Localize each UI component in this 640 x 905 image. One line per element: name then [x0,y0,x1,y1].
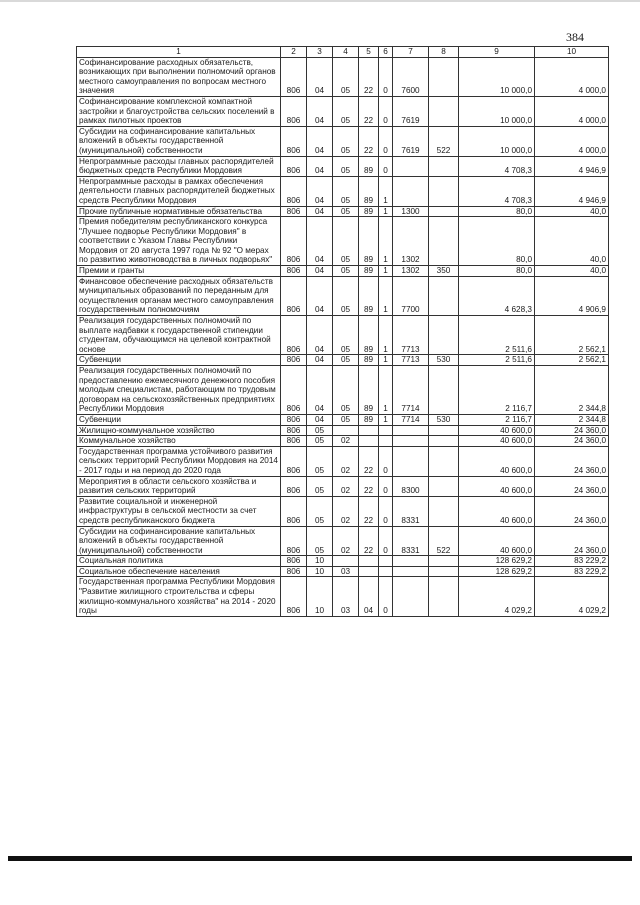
row-value-cell: 04 [307,57,333,96]
row-value-cell: 05 [333,276,359,315]
budget-table [76,46,609,617]
row-value-cell: 4 029,2 [459,577,535,616]
row-value-cell: 7714 [393,414,429,425]
row-value-cell: 8331 [393,496,429,526]
table-row [77,476,609,496]
table-row [77,446,609,476]
header-row [77,47,609,58]
row-value-cell [429,496,459,526]
row-value-cell [333,425,359,436]
row-value-cell: 1 [379,206,393,217]
row-value-cell: 02 [333,446,359,476]
row-value-cell: 04 [307,266,333,277]
row-value-cell: 40 600,0 [459,496,535,526]
table-row [77,355,609,366]
row-value-cell: 04 [307,276,333,315]
row-value-cell: 1 [379,366,393,415]
row-value-cell: 7619 [393,96,429,126]
row-value-cell [359,556,379,567]
row-value-cell: 806 [281,366,307,415]
row-value-cell: 05 [333,96,359,126]
row-value-cell: 128 629,2 [459,566,535,577]
row-value-cell: 8331 [393,526,429,556]
row-value-cell: 1302 [393,266,429,277]
row-name-cell: Реализация государственных полномочий по выплате надбавки к государственной стипендии студентам, обучающимся на целевой контрактной основе [77,316,281,355]
row-value-cell: 05 [307,526,333,556]
row-value-cell: 04 [307,316,333,355]
row-value-cell: 05 [307,446,333,476]
header-cell: 3 [307,47,333,58]
row-value-cell: 04 [307,96,333,126]
row-name-cell: Прочие публичные нормативные обязательства [77,206,281,217]
row-name-cell: Финансовое обеспечение расходных обязательств муниципальных образований по переданным для осуществления органам местного самоуправления государственным полномочиям [77,276,281,315]
header-cell: 8 [429,47,459,58]
row-value-cell: 806 [281,217,307,266]
row-value-cell: 4 000,0 [535,57,609,96]
row-value-cell: 04 [307,414,333,425]
row-value-cell: 806 [281,96,307,126]
row-value-cell [333,556,359,567]
row-value-cell: 4 946,9 [535,176,609,206]
row-value-cell: 05 [307,436,333,447]
row-value-cell: 05 [307,496,333,526]
row-value-cell [429,176,459,206]
row-value-cell: 806 [281,355,307,366]
table-row [77,176,609,206]
row-name-cell: Непрограммные расходы в рамках обеспечения деятельности главных распорядителей бюджетных средств Республики Мордовия [77,176,281,206]
row-value-cell: 89 [359,156,379,176]
row-value-cell: 7714 [393,366,429,415]
row-value-cell: 22 [359,526,379,556]
row-value-cell [379,425,393,436]
row-value-cell [393,577,429,616]
row-name-cell: Мероприятия в области сельского хозяйства и развития сельских территорий [77,476,281,496]
row-value-cell: 4 000,0 [535,96,609,126]
row-value-cell: 0 [379,96,393,126]
row-value-cell: 02 [333,436,359,447]
row-value-cell: 806 [281,176,307,206]
row-name-cell: Непрограммные расходы главных распорядителей бюджетных средств Республики Мордовия [77,156,281,176]
row-value-cell: 04 [307,176,333,206]
row-name-cell: Премия победителям республиканского конкурса "Лучшее подворье Республики Мордовия" в соответствии с Указом Главы Республики Мордовия от 20 августа 1997 года № 92 "О мерах по развитию животноводства в личных подворьях" [77,217,281,266]
row-value-cell: 89 [359,414,379,425]
row-value-cell: 22 [359,476,379,496]
row-value-cell: 04 [307,217,333,266]
row-value-cell [379,556,393,567]
table-row [77,556,609,567]
row-value-cell: 83 229,2 [535,566,609,577]
table-row [77,217,609,266]
row-value-cell: 1 [379,316,393,355]
table-row [77,57,609,96]
row-name-cell: Субсидии на софинансирование капитальных вложений в объекты государственной (муниципальной) собственности [77,526,281,556]
row-value-cell [429,436,459,447]
row-value-cell [359,425,379,436]
row-value-cell: 89 [359,266,379,277]
row-value-cell: 05 [333,176,359,206]
row-value-cell: 40 600,0 [459,446,535,476]
row-value-cell: 05 [333,126,359,156]
row-value-cell: 24 360,0 [535,526,609,556]
header-cell: 6 [379,47,393,58]
row-name-cell: Премии и гранты [77,266,281,277]
row-value-cell: 2 116,7 [459,366,535,415]
row-value-cell: 0 [379,57,393,96]
row-name-cell: Социальная политика [77,556,281,567]
row-value-cell: 4 708,3 [459,156,535,176]
row-value-cell: 806 [281,126,307,156]
row-value-cell [429,476,459,496]
row-value-cell: 806 [281,436,307,447]
row-name-cell: Развитие социальной и инженерной инфраструктуры в сельской местности за счет средств республиканского бюджета [77,496,281,526]
row-value-cell: 7600 [393,57,429,96]
table-row [77,526,609,556]
table-body [77,57,609,616]
header-cell: 4 [333,47,359,58]
row-value-cell: 83 229,2 [535,556,609,567]
row-value-cell: 40,0 [535,266,609,277]
row-value-cell: 80,0 [459,217,535,266]
row-value-cell: 10 000,0 [459,126,535,156]
row-value-cell: 89 [359,176,379,206]
row-name-cell: Жилищно-коммунальное хозяйство [77,425,281,436]
row-value-cell [429,276,459,315]
row-value-cell [359,436,379,447]
row-value-cell: 03 [333,577,359,616]
row-name-cell: Субсидии на софинансирование капитальных вложений в объекты государственной (муниципальной) собственности [77,126,281,156]
row-name-cell: Реализация государственных полномочий по предоставлению ежемесячного денежного пособия молодым специалистам, работающим по трудовым договорам на сельскохозяйственных предприятиях Республики Мордовия [77,366,281,415]
row-value-cell [429,366,459,415]
row-value-cell: 05 [307,476,333,496]
row-value-cell: 1 [379,217,393,266]
row-value-cell: 04 [307,206,333,217]
row-value-cell: 24 360,0 [535,476,609,496]
header-cell: 7 [393,47,429,58]
row-value-cell: 4 628,3 [459,276,535,315]
table-row [77,316,609,355]
row-value-cell: 7619 [393,126,429,156]
row-value-cell: 806 [281,446,307,476]
row-value-cell [429,156,459,176]
row-name-cell: Социальное обеспечение населения [77,566,281,577]
table-row [77,414,609,425]
row-value-cell: 02 [333,476,359,496]
row-value-cell: 2 344,8 [535,366,609,415]
row-value-cell: 806 [281,496,307,526]
row-value-cell: 05 [333,217,359,266]
header-cell: 5 [359,47,379,58]
row-value-cell [429,556,459,567]
row-value-cell: 22 [359,96,379,126]
row-value-cell: 22 [359,446,379,476]
row-value-cell: 806 [281,316,307,355]
row-value-cell: 1 [379,355,393,366]
row-value-cell [393,566,429,577]
header-cell: 1 [77,47,281,58]
row-value-cell: 89 [359,276,379,315]
row-value-cell: 128 629,2 [459,556,535,567]
row-value-cell: 0 [379,446,393,476]
row-value-cell [429,206,459,217]
row-value-cell [393,156,429,176]
row-value-cell: 24 360,0 [535,425,609,436]
table-row [77,266,609,277]
row-value-cell: 1 [379,266,393,277]
row-value-cell: 7700 [393,276,429,315]
row-name-cell: Софинансирование расходных обязательств, возникающих при выполнении полномочий органов местного самоуправления по вопросам местного значения [77,57,281,96]
row-value-cell: 40,0 [535,206,609,217]
row-value-cell: 80,0 [459,206,535,217]
row-value-cell: 1 [379,414,393,425]
row-value-cell: 1302 [393,217,429,266]
row-value-cell: 2 511,6 [459,355,535,366]
row-value-cell: 05 [333,156,359,176]
table-row [77,206,609,217]
row-value-cell: 7713 [393,355,429,366]
row-value-cell: 1 [379,176,393,206]
row-value-cell: 806 [281,57,307,96]
row-value-cell: 2 562,1 [535,316,609,355]
row-value-cell: 0 [379,526,393,556]
row-value-cell: 02 [333,496,359,526]
table-row [77,126,609,156]
row-value-cell: 1300 [393,206,429,217]
row-value-cell: 22 [359,57,379,96]
row-value-cell: 05 [333,414,359,425]
row-name-cell: Коммунальное хозяйство [77,436,281,447]
row-value-cell: 05 [333,266,359,277]
row-value-cell [393,425,429,436]
row-value-cell: 10 [307,556,333,567]
row-value-cell: 522 [429,126,459,156]
row-value-cell [393,436,429,447]
row-value-cell: 22 [359,126,379,156]
row-value-cell: 89 [359,316,379,355]
row-value-cell: 89 [359,217,379,266]
row-value-cell: 0 [379,476,393,496]
row-value-cell: 10 [307,566,333,577]
row-value-cell [429,316,459,355]
row-value-cell: 03 [333,566,359,577]
row-value-cell [429,57,459,96]
row-value-cell: 04 [307,366,333,415]
row-value-cell: 04 [359,577,379,616]
row-value-cell [393,176,429,206]
row-value-cell [429,446,459,476]
row-value-cell: 806 [281,414,307,425]
row-value-cell: 40 600,0 [459,476,535,496]
row-value-cell: 05 [307,425,333,436]
row-value-cell: 530 [429,355,459,366]
row-value-cell: 40 600,0 [459,436,535,447]
row-value-cell: 40 600,0 [459,526,535,556]
row-value-cell [393,446,429,476]
row-value-cell [359,566,379,577]
row-value-cell: 2 344,8 [535,414,609,425]
row-value-cell: 05 [333,355,359,366]
row-value-cell: 04 [307,355,333,366]
row-value-cell [379,566,393,577]
row-value-cell: 806 [281,156,307,176]
row-value-cell [393,556,429,567]
row-value-cell: 10 000,0 [459,57,535,96]
row-value-cell: 1 [379,276,393,315]
row-value-cell: 2 116,7 [459,414,535,425]
page-number: 384 [566,30,584,44]
row-value-cell: 806 [281,266,307,277]
row-value-cell: 0 [379,156,393,176]
row-value-cell: 80,0 [459,266,535,277]
row-value-cell: 05 [333,366,359,415]
row-value-cell: 806 [281,526,307,556]
row-value-cell: 4 946,9 [535,156,609,176]
row-value-cell: 4 708,3 [459,176,535,206]
row-value-cell: 24 360,0 [535,496,609,526]
row-value-cell: 40,0 [535,217,609,266]
footer-rule [8,856,632,861]
row-value-cell: 806 [281,206,307,217]
row-name-cell: Государственная программа устойчивого развития сельских территорий Республики Мордовия на 2014 - 2017 годы и на период до 2020 года [77,446,281,476]
table-row [77,366,609,415]
table-row [77,96,609,126]
row-value-cell: 89 [359,206,379,217]
row-value-cell: 10 [307,577,333,616]
row-value-cell: 40 600,0 [459,425,535,436]
table-row [77,425,609,436]
row-value-cell: 4 000,0 [535,126,609,156]
table-row [77,436,609,447]
row-name-cell: Государственная программа Республики Мордовия "Развитие жилищного строительства и сферы жилищно-коммунального хозяйства" на 2014 - 2020 годы [77,577,281,616]
row-name-cell: Субвенции [77,414,281,425]
row-value-cell: 8300 [393,476,429,496]
row-value-cell [429,425,459,436]
table-row [77,577,609,616]
row-value-cell: 22 [359,496,379,526]
row-value-cell: 05 [333,206,359,217]
row-value-cell [429,566,459,577]
row-value-cell: 02 [333,526,359,556]
row-value-cell: 522 [429,526,459,556]
row-value-cell: 89 [359,355,379,366]
row-value-cell: 05 [333,316,359,355]
scan-top-edge [0,0,640,2]
row-value-cell: 04 [307,126,333,156]
row-value-cell: 806 [281,425,307,436]
row-value-cell: 4 906,9 [535,276,609,315]
row-value-cell: 24 360,0 [535,436,609,447]
row-value-cell: 806 [281,566,307,577]
row-value-cell: 806 [281,476,307,496]
row-value-cell [379,436,393,447]
row-value-cell: 0 [379,577,393,616]
table-row [77,566,609,577]
row-value-cell: 24 360,0 [535,446,609,476]
table-row [77,276,609,315]
table-row [77,156,609,176]
row-value-cell: 0 [379,496,393,526]
row-value-cell: 806 [281,556,307,567]
row-value-cell [429,96,459,126]
row-value-cell: 350 [429,266,459,277]
row-value-cell: 7713 [393,316,429,355]
row-value-cell: 0 [379,126,393,156]
row-value-cell: 806 [281,276,307,315]
row-value-cell: 04 [307,156,333,176]
row-name-cell: Софинансирование комплексной компактной застройки и благоустройства сельских поселений в рамках пилотных проектов [77,96,281,126]
row-value-cell: 10 000,0 [459,96,535,126]
row-value-cell: 2 511,6 [459,316,535,355]
row-value-cell: 2 562,1 [535,355,609,366]
row-value-cell: 806 [281,577,307,616]
header-cell: 10 [535,47,609,58]
row-value-cell: 05 [333,57,359,96]
row-name-cell: Субвенции [77,355,281,366]
row-value-cell [429,217,459,266]
header-cell: 2 [281,47,307,58]
header-cell: 9 [459,47,535,58]
row-value-cell [429,577,459,616]
row-value-cell: 89 [359,366,379,415]
row-value-cell: 530 [429,414,459,425]
row-value-cell: 4 029,2 [535,577,609,616]
table-row [77,496,609,526]
